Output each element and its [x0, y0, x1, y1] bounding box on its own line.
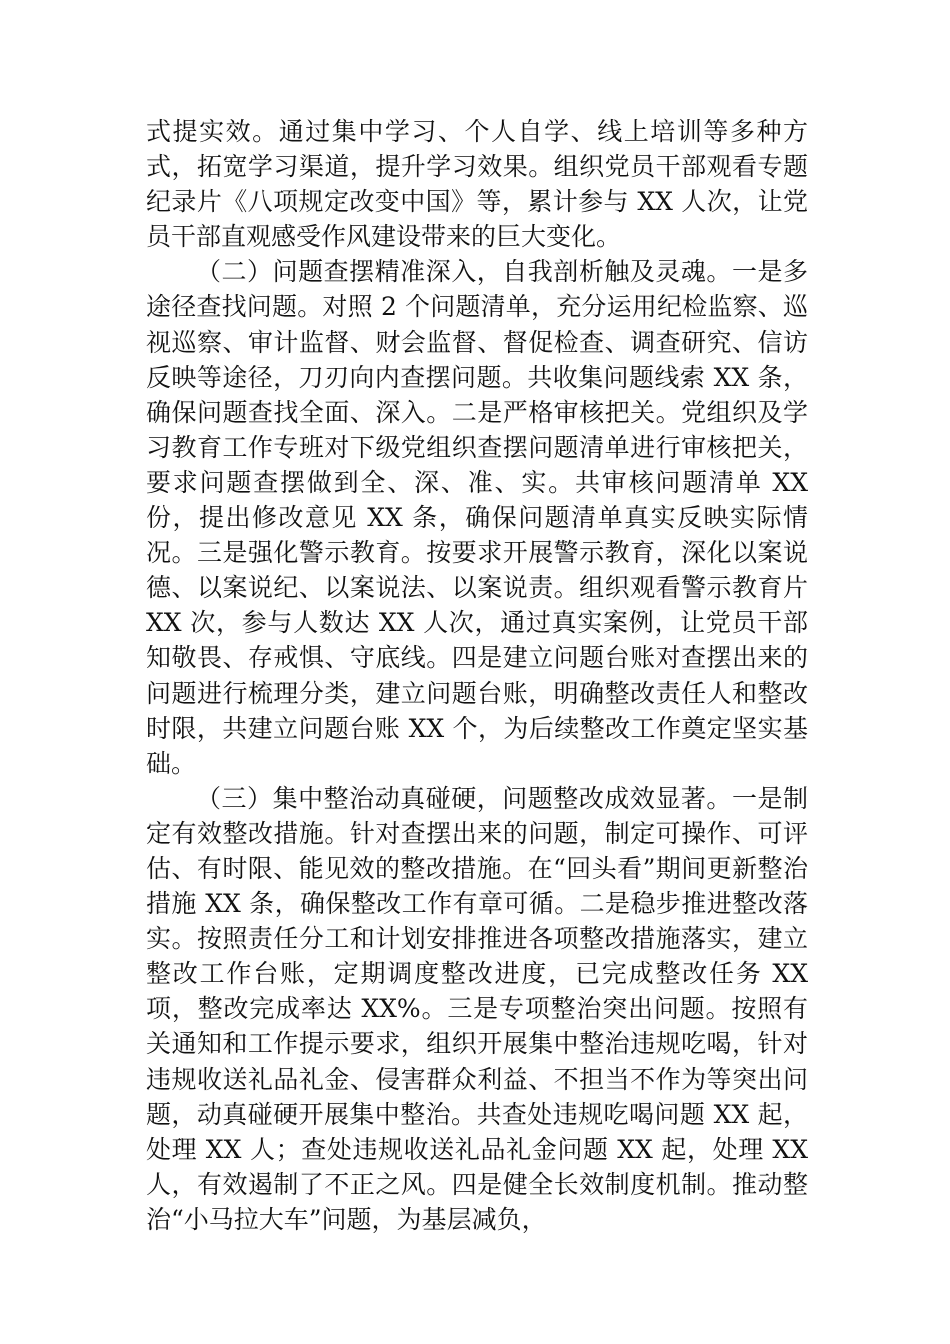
paragraph-rectification: （三）集中整治动真碰硬，问题整改成效显著。一是制定有效整改措施。针对查摆出来的问题，制定可操作、可评估、有时限、能见效的整改措施。在“回头看”期间更新整治措施 XX 条，确保整改工作有章可循。二是稳步推进整改落实。按照责任分工和计划安排推进各项整改措施落实，建立整改工作台账，定期调度整改进度，已完成整改任务 XX 项，整改完成率达 XX%。三是专项整治突出问题。按照有关通知和工作提示要求，组织开展集中整治违规吃喝，针对违规收送礼品礼金、侵害群众利益、不担当不作为等突出问题，动真碰硬开展集中整治。共查处违规吃喝问题 XX 起，处理 XX 人；查处违规收送礼品礼金问题 XX 起，处理 XX 人，有效遏制了不正之风。四是健全长效制度机制。推动整治“小马拉大车”问题，为基层减负，: [146, 783, 808, 1234]
document-body: [146, 114, 808, 1237]
paragraph-problem-finding: （二）问题查摆精准深入，自我剖析触及灵魂。一是多途径查找问题。对照 2 个问题清单，充分运用纪检监察、巡视巡察、审计监督、财会监督、督促检查、调查研究、信访反映等途径，刀刃向内查摆问题。共收集问题线索 XX 条，确保问题查找全面、深入。二是严格审核把关。党组织及学习教育工作专班对下级党组织查摆问题清单进行审核把关，要求问题查摆做到全、深、准、实。共审核问题清单 XX 份，提出修改意见 XX 条，确保问题清单真实反映实际情况。三是强化警示教育。按要求开展警示教育，深化以案说德、以案说纪、以案说法、以案说责。组织观看警示教育片 XX 次，参与人数达 XX 人次，通过真实案例，让党员干部知敬畏、存戒惧、守底线。四是建立问题台账对查摆出来的问题进行梳理分类，建立问题台账，明确整改责任人和整改时限，共建立问题台账 XX 个，为后续整改工作奠定坚实基础。: [146, 257, 808, 778]
paragraph-study-results: 式提实效。通过集中学习、个人自学、线上培训等多种方式，拓宽学习渠道，提升学习效果。组织党员干部观看专题纪录片《八项规定改变中国》等，累计参与 XX 人次，让党员干部直观感受作风建设带来的巨大变化。: [146, 117, 808, 252]
